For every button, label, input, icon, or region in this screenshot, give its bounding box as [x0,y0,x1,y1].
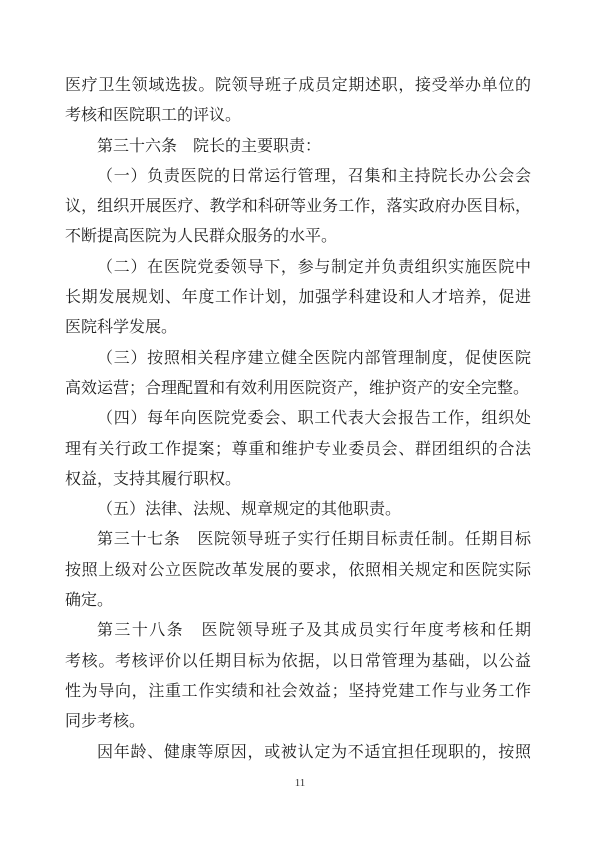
text-line: （五）法律、法规、规章规定的其他职责。 [97,501,402,519]
text-line: 议，组织开展医疗、教学和科研等业务工作，落实政府办医目标， [65,198,531,216]
text-line: 按照上级对公立医院改革发展的要求，依照相关规定和医院实际 [65,561,531,579]
text-line: 考核和医院职工的评议。 [65,107,242,125]
text-line: 确定。 [65,592,114,610]
page-number: 11 [294,777,306,789]
text-line: 同步考核。 [65,713,146,731]
text-line: 第三十七条 医院领导班子实行任期目标责任制。任期目标 [97,531,531,549]
text-line: 第三十八条 医院领导班子及其成员实行年度考核和任期 [97,622,531,640]
text-line: （二）在医院党委领导下，参与制定并负责组织实施医院中 [97,258,531,276]
text-line: （四）每年向医院党委会、职工代表大会报告工作，组织处 [97,410,531,428]
text-line: 长期发展规划、年度工作计划，加强学科建设和人才培养，促进 [65,289,531,307]
text-line: （一）负责医院的日常运行管理，召集和主持院长办公会会 [97,167,531,185]
text-line: 医院科学发展。 [65,319,178,337]
text-line: 不断提高医院为人民群众服务的水平。 [65,228,338,246]
text-line: 医疗卫生领域选拔。院领导班子成员定期述职，接受举办单位的 [65,77,531,94]
text-line: 高效运营；合理配置和有效利用医院资产，维护资产的安全完整。 [65,379,530,397]
text-line: 第三十六条 院长的主要职责： [97,137,322,155]
text-line: 因年龄、健康等原因，或被认定为不适宜担任现职的，按照 [97,743,531,761]
text-line: 权益，支持其履行职权。 [65,470,242,488]
text-line: （三）按照相关程序建立健全医院内部管理制度，促使医院 [97,349,531,367]
text-line: 考核。考核评价以任期目标为依据，以日常管理为基础，以公益 [65,652,531,670]
document-body [65,71,531,768]
text-line: 性为导向，注重工作实绩和社会效益；坚持党建工作与业务工作 [65,682,531,700]
text-line: 理有关行政工作提案；尊重和维护专业委员会、群团组织的合法 [65,440,531,458]
